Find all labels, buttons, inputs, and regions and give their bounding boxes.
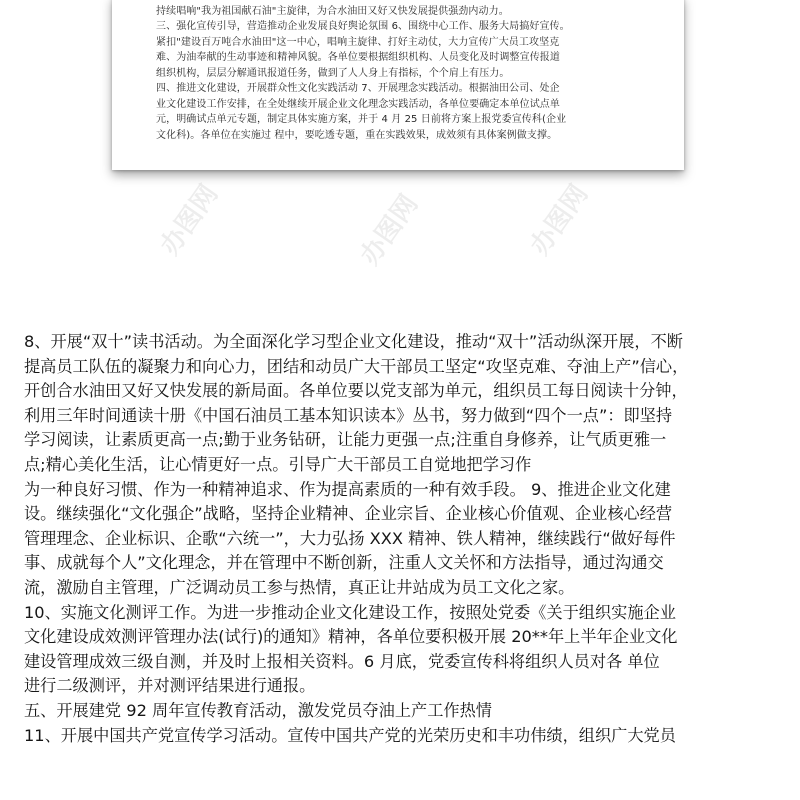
preview-text-block [156,0,646,143]
document-body-text [24,330,780,748]
body-line: 8、开展“双十”读书活动。为全面深化学习型企业文化建设，推动“双十”活动纵深开展，不断 [24,332,683,351]
body-line: 五、开展建党 92 周年宣传教育活动，激发党员夺油上产工作热情 [24,700,492,720]
body-line: 开创合水油田又好又快发展的新局面。各单位要以党支部为单元，组织员工每日阅读十分钟， [24,381,688,401]
body-line: 流，激励自主管理，广泛调动员工参与热情，真正让井站成为员工文化之家。 [24,577,575,597]
body-line: 设。继续强化“文化强企”战略，坚持企业精神、企业宗旨、企业核心价值观、企业核心经营 [24,504,673,524]
body-line: 点;精心美化生活，让心情更好一点。引导广大干部员工自觉地把学习作 [24,454,532,474]
preview-line: 三、强化宣传引导，营造推动企业发展良好舆论氛围 6、围绕中心工作、服务大局搞好宣传。 [156,21,570,32]
body-line: 10、实施文化测评工作。为进一步推动企业文化建设工作，按照处党委《关于组织实施企业 [24,602,676,622]
preview-line: 紧扣"建设百万吨合水油田"这一中心，唱响主旋律、打好主动仗，大力宣传广大员工攻坚克 [156,36,560,48]
body-line: 提高员工队伍的凝聚力和向心力，团结和动员广大干部员工坚定“攻坚克难、夺油上产”信心， [24,356,689,376]
preview-line: 难、为油奉献的生动事迹和精神风貌。各单位要根据组织机构、人员变化及时调整宣传报道 [156,52,560,63]
watermark: 办图网 [354,189,425,271]
preview-line: 持续唱响"我为祖国献石油"主旋律，为合水油田又好又快发展提供强劲内动力。 [156,5,509,17]
preview-line: 四、推进文化建设，开展群众性文化实践活动 7、开展理念实践活动。根据油田公司、处企 [156,83,560,94]
watermark: 办图网 [524,179,595,261]
body-line: 建设管理成效三级自测，并及时上报相关资料。6 月底，党委宣传科将组织人员对各 单位 [24,651,660,671]
body-line: 为一种良好习惯、作为一种精神追求、作为提高素质的一种有效手段。 9、推进企业文化建 [24,479,671,499]
body-line: 管理理念、企业标识、企歌“六统一”，大力弘扬 XXX 精神、铁人精神，继续践行“做好每件 [24,528,676,548]
preview-line: 业文化建设工作安排，在全处继续开展企业文化理念实践活动，各单位要确定本单位试点单 [156,98,560,110]
document-page-preview [112,0,684,170]
body-line: 文化建设成效测评管理办法(试行)的通知》精神，各单位要积极开展 20**年上半年企业文化 [24,627,678,647]
document-preview-area [0,0,800,320]
body-line: 11、开展中国共产党宣传学习活动。宣传中国共产党的光荣历史和丰功伟绩，组织广大党员 [24,725,676,745]
body-line: 进行二级测评，并对测评结果进行通报。 [24,676,316,696]
watermark: 办图网 [154,179,225,261]
preview-line: 文化科)。各单位在实施过 程中，要吃透专题，重在实践效果，成效须有具体案例做支撑。 [156,129,558,141]
preview-line: 组织机构，层层分解通讯报道任务，做到了人人身上有指标，个个肩上有压力。 [156,67,510,79]
body-line: 事、成就每个人”文化理念，并在管理中不断创新，注重人文关怀和方法指导，通过沟通交 [24,553,664,573]
body-line: 学习阅读，让素质更高一点;勤于业务钻研，让能力更强一点;注重自身修养，让气质更雅一 [24,430,667,450]
body-line: 利用三年时间通读十册《中国石油员工基本知识读本》丛书，努力做到“四个一点”：即坚持 [24,405,673,425]
preview-line: 元，明确试点单元专题，制定具体实施方案，并于 4 月 25 日前将方案上报党委宣传科(企业 [156,114,567,125]
